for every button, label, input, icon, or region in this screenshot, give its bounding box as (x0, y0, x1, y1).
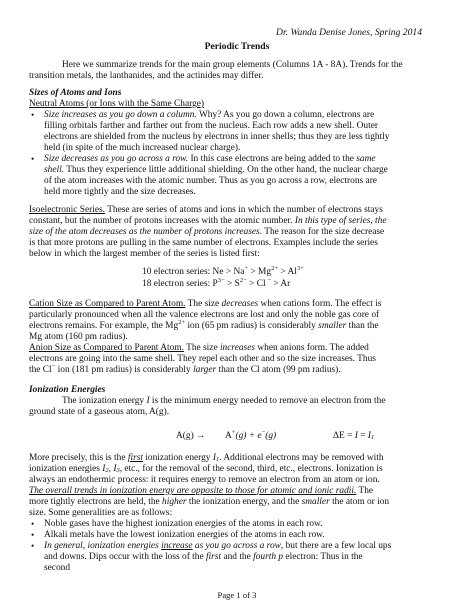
ion-generality-3-line-2: and downs. Dips occur with the loss of the first and the fourth p electron: Thus in the (44, 552, 363, 562)
bullet-icon: • (31, 530, 35, 540)
ion-generality-3-line-3: second (44, 563, 71, 573)
anion-line-3: the Cl− ion (181 pm radius) is considerably larger than the Cl atom (99 pm radius). (29, 363, 341, 375)
page-title: Periodic Trends (204, 41, 270, 52)
size-bullet-2-line-4: held more tightly and the size decreases. (44, 187, 196, 197)
anion-line-2: electrons are going into the same shell. They repel each other and so the size increases. Thus (29, 354, 376, 364)
bullet-icon: • (31, 154, 35, 164)
size-bullet-1-line-3: electrons are shielded from the nucleus by electrons in inner shells; thus they are less tightly (44, 132, 390, 142)
size-bullet-2-line-3: of the atom increases with the atomic number. Thus as you go across a row, electrons are (44, 176, 377, 186)
ion-line-1: The ionization energy I is the minimum energy needed to remove an electron from the (62, 396, 386, 406)
intro-line-2: transition metals, the lanthanides, and the actinides may differ. (29, 71, 264, 81)
iso-line-4: is that more protons are pulling in the same number of electrons. Examples include the series (29, 238, 378, 248)
ion-para-line-6: size. Some generalities are as follows: (29, 508, 173, 518)
ion-line-2: ground state of a gaseous atom, A(g). (29, 407, 170, 417)
ion-generality-3-line-1: In general, ionization energies increase as you go across a row, but there are a few local ups (44, 541, 392, 551)
ion-equation-products: A+(g) + e−(g) (225, 429, 277, 441)
iso-line-5: below in which the largest member of the series is listed first: (29, 249, 260, 259)
ion-para-line-2: ionization energies $I_2$, $I_3$, etc., for the removal of the second, third, etc., electrons. Ionization is (29, 464, 383, 474)
cation-line-1: Cation Size as Compared to Parent Atom. The size decreases when cations form. The effect is (29, 299, 382, 309)
section-heading-sizes: Sizes of Atoms and Ions (29, 88, 122, 98)
cation-line-2: particularly pronounced when all the valence electrons are lost and only the noble gas core of (29, 310, 380, 320)
size-bullet-2-line-2: shell. Thus they experience little additional shielding. On the other hand, the nuclear charge (44, 165, 388, 175)
ion-equation-energy: $\Delta E = I = I_1$ (333, 431, 375, 441)
ion-generality-1: Noble gases have the highest ionization energies of the atoms in each row. (44, 519, 323, 529)
bullet-icon: • (31, 519, 35, 529)
size-bullet-2-line-1: Size decreases as you go across a row. In this case electrons are being added to the same (44, 154, 376, 164)
iso-line-2: constant, but the number of protons increases with the atomic number. In this type of series, the (29, 216, 387, 226)
section-heading-ionization: Ionization Energies (29, 385, 106, 395)
anion-line-1: Anion Size as Compared to Parent Atom. The size increases when anions form. The added (29, 343, 369, 353)
cation-line-4: Mg atom (160 pm radius). (29, 332, 128, 342)
cation-line-3: electrons remains. For example, the $Mg^{2+}$ ion (65 pm radius) is considerably smaller than the (29, 319, 379, 331)
ion-para-line-3: always an endothermic process: it requires energy to remove an electron from an atom or ion. (29, 475, 380, 485)
ion-equation-left: A(g) → (176, 431, 206, 441)
size-bullet-1-line-1: Size increases as you go down a column. Why? As you go down a column, electrons are (44, 110, 375, 120)
iso-series-18: 18 electron series: $P^{3-} > S^{2-} > Cl$ − > Ar (142, 277, 291, 289)
bullet-icon: • (31, 541, 35, 551)
size-bullet-1-line-2: filling orbitals farther and farther out from the nucleus. Each row adds a new shell. Outer (44, 121, 379, 131)
ion-para-line-4: The overall trends in ionization energy are opposite to those for atomic and ionic radii. The (29, 486, 374, 496)
page-footer: Page 1 of 3 (217, 590, 257, 600)
intro-line-1: Here we summarize trends for the main group elements (Columns 1A - 8A). Trends for the (62, 60, 403, 70)
ion-generality-2: Alkali metals have the lowest ionization energies of the atoms in each row. (44, 530, 325, 540)
ion-para-line-5: more tightly electrons are held, the higher the ionization energy, and the smaller the atom or ion (29, 497, 390, 507)
iso-series-10: 10 electron series: $Ne > Na^+ > Mg^{2+} > Al^{3+}$ (142, 265, 304, 277)
iso-line-3: size of the atom decreases as the number of protons increases. The reason for the size decrease (29, 227, 385, 237)
iso-line-1: Isoelectronic Series. These are series of atoms and ions in which the number of electrons stays (29, 205, 383, 215)
bullet-icon: • (31, 110, 35, 120)
size-bullet-1-line-4: held (in spite of the much increased nuclear charge). (44, 143, 241, 153)
author-header: Dr. Wanda Denise Jones, Spring 2014 (276, 27, 422, 38)
ion-para-line-1: More precisely, this is the first ionization energy $I_1$. Additional electrons may be removed with (29, 453, 384, 463)
subheading-neutral-atoms: Neutral Atoms (or Ions with the Same Charge) (29, 99, 205, 109)
